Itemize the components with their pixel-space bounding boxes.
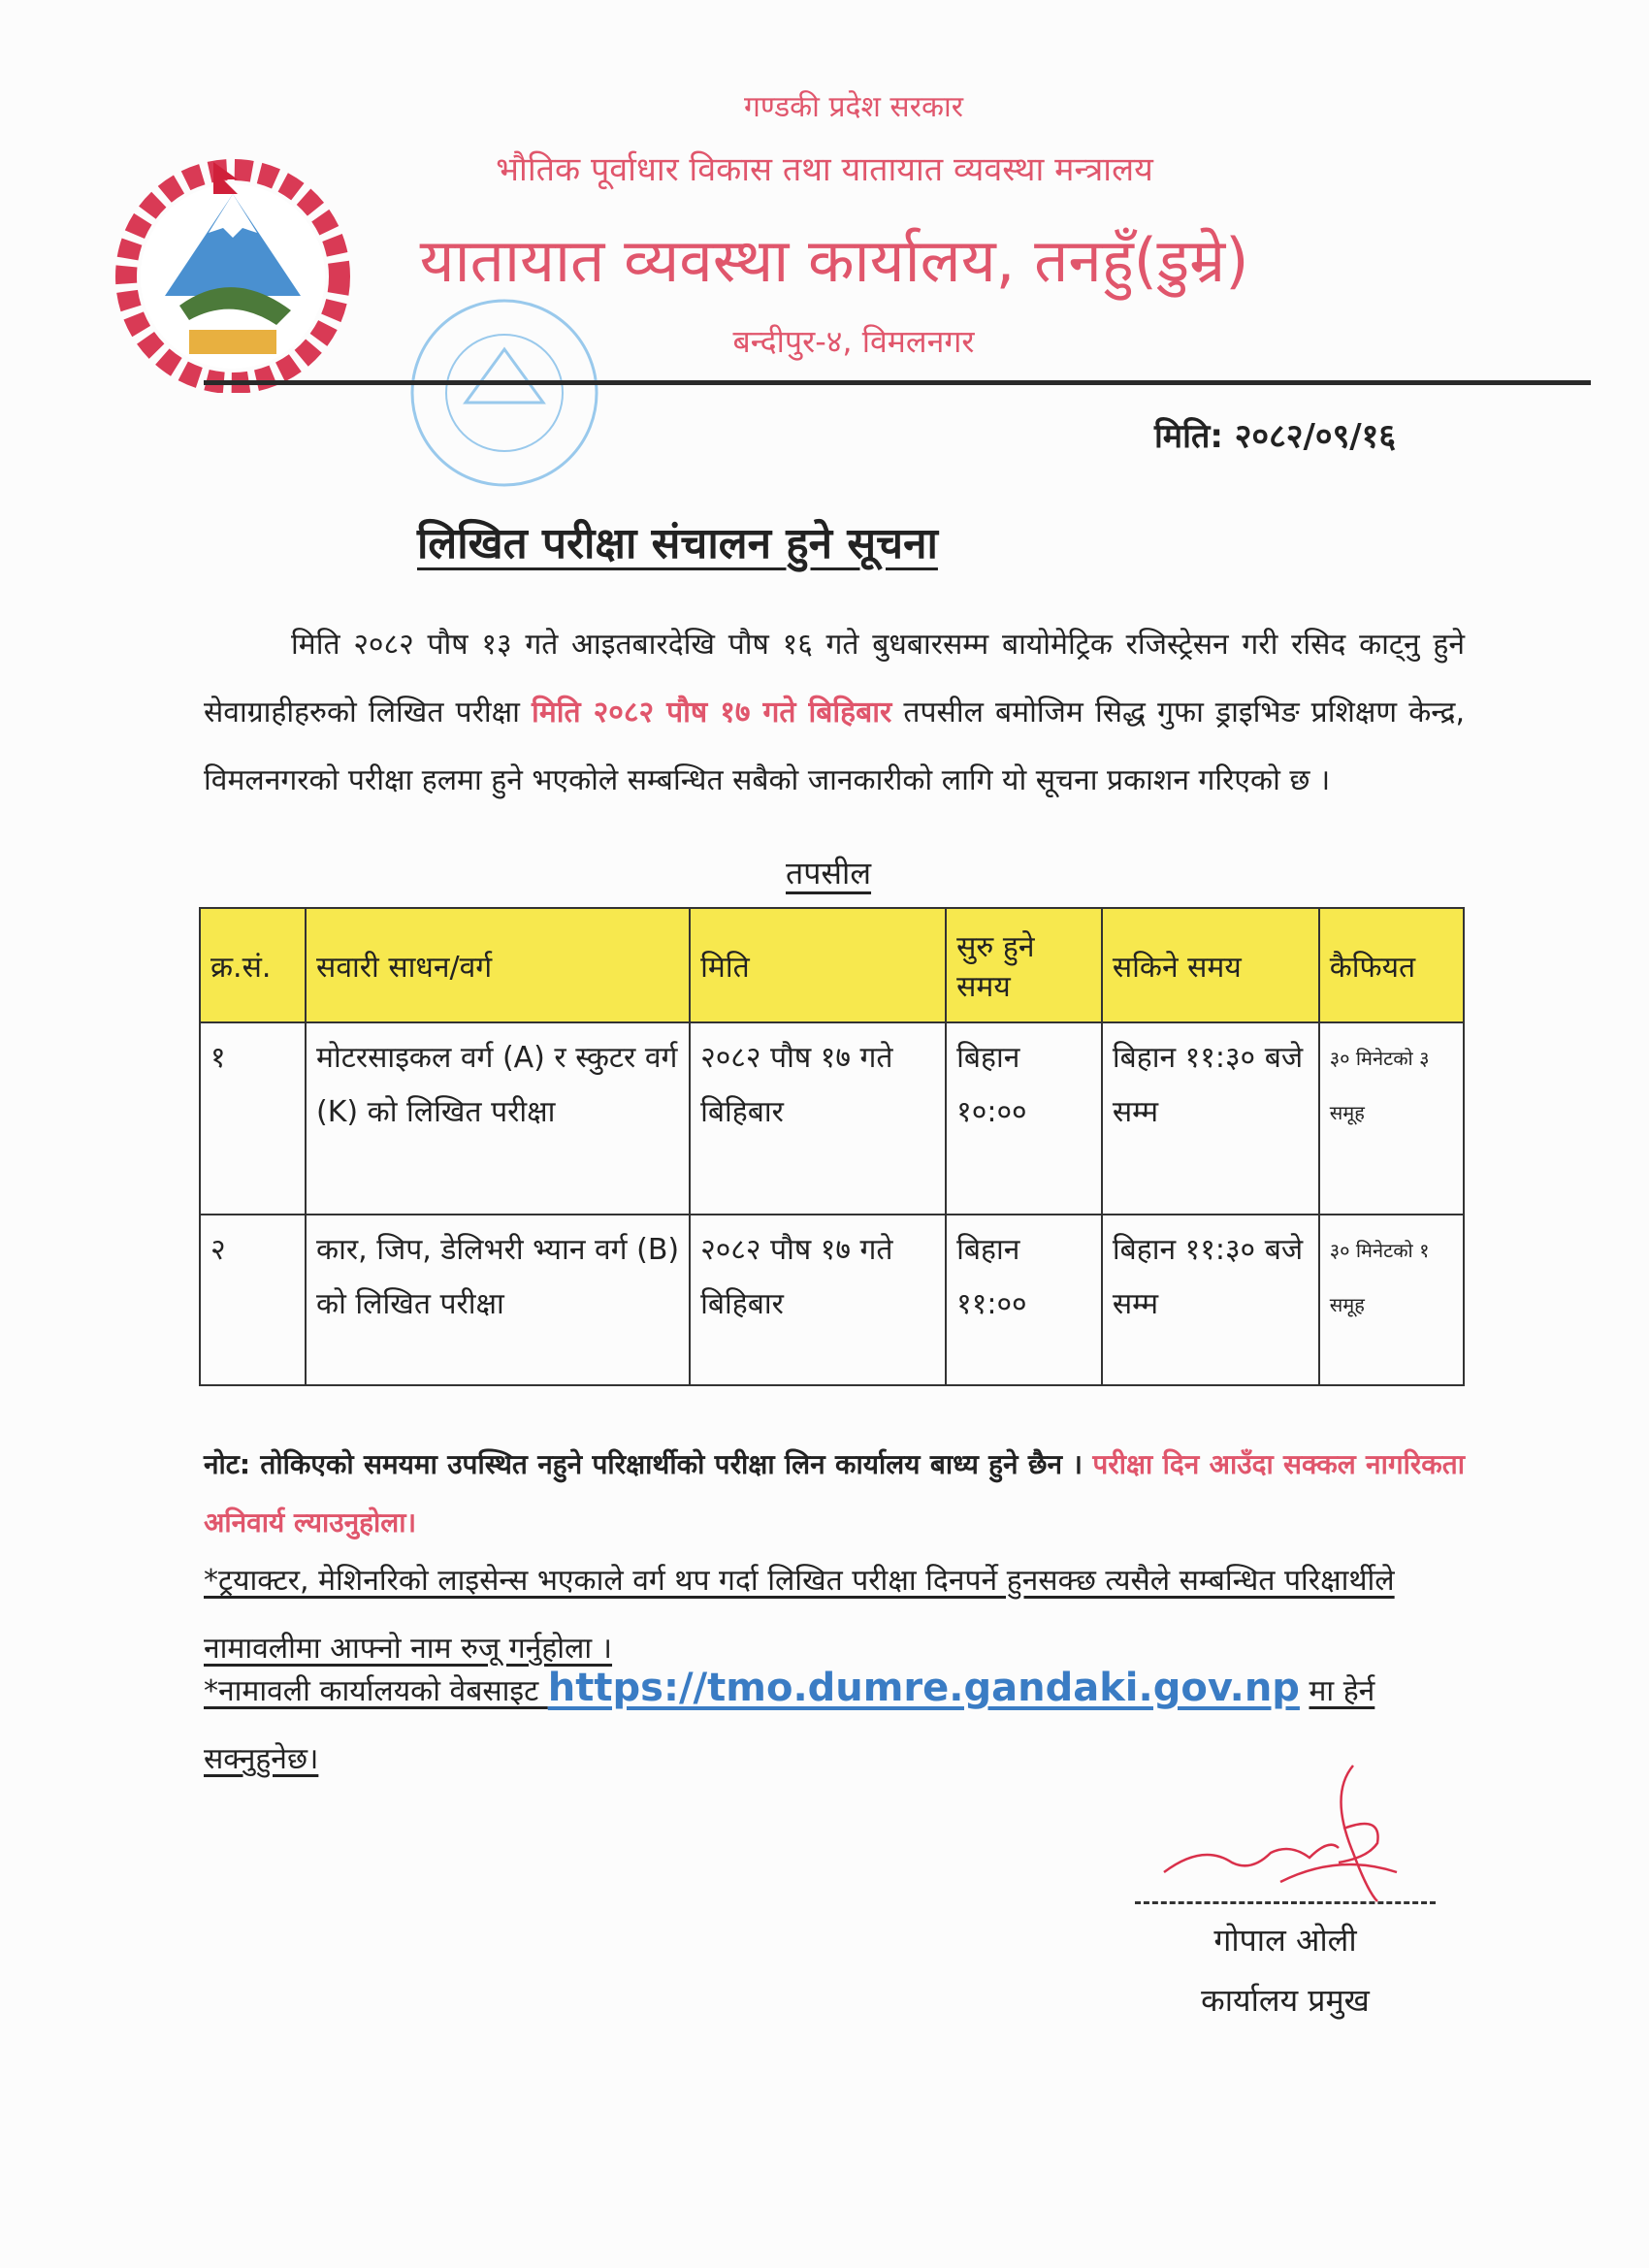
notice-title: लिखित परीक्षा संचालन हुने सूचना [417, 519, 938, 568]
cell-sn: २ [200, 1215, 306, 1385]
office-name: यातायात व्यवस्था कार्यालय, तनहुँ(डुम्रे) [419, 225, 1249, 296]
table-row [200, 1022, 1464, 1215]
cell-category: कार, जिप, डेलिभरी भ्यान वर्ग (B) को लिखित परीक्षा [306, 1215, 690, 1385]
exam-schedule-table [199, 907, 1465, 1386]
table-row [200, 1215, 1464, 1385]
nepal-emblem-icon [112, 150, 354, 393]
signature-line [1135, 1901, 1436, 1904]
office-seal-icon [403, 291, 606, 495]
government-name: गण्डकी प्रदेश सरकार [743, 90, 964, 124]
cell-remarks: ३० मिनेटको १ समूह [1319, 1215, 1464, 1385]
cell-date: २०८२ पौष १७ गते बिहिबार [690, 1215, 946, 1385]
cell-category: मोटरसाइकल वर्ग (A) र स्कुटर वर्ग (K) को लिखित परीक्षा [306, 1022, 690, 1215]
notice-paragraph [204, 611, 1465, 815]
note1-text: नोट: तोकिएको समयमा उपस्थित नहुने परिक्षार्थीको परीक्षा लिन कार्यालय बाध्य हुने छैन । [204, 1448, 1093, 1480]
table-header-row [200, 908, 1464, 1022]
col-header-category: सवारी साधन/वर्ग [306, 908, 690, 1022]
signatory-title: कार्यालय प्रमुख [1201, 1982, 1370, 2019]
note3-prefix: *नामावली कार्यालयको वेबसाइट [204, 1674, 548, 1708]
signature-icon [1145, 1736, 1436, 1911]
website-link[interactable]: https://tmo.dumre.gandaki.gov.np [547, 1666, 1300, 1710]
exam-date-highlight: मिति २०८२ पौष १७ गते बिहिबार [532, 696, 892, 729]
cell-sn: १ [200, 1022, 306, 1215]
paragraph-text-2: तपसील बमोजिम सिद्ध गुफा ड्राइभिङ प्रशिक्षण केन्द्र, विमलनगरको परीक्षा हलमा हुने भएकोले सम्बन्धित सबैको जानकारीको लागि यो सूचना प्रकाशन गरिएको छ । [204, 696, 1466, 797]
header-divider [204, 380, 1591, 385]
note-tractor-license: *ट्रयाक्टर, मेशिनरिको लाइसेन्स भएकाले वर्ग थप गर्दा लिखित परीक्षा दिनपर्ने हुनसक्छ त्यसैले सम्बन्धित परिक्षार्थीले नामावलीमा आफ्नो नाम रुजू गर्नुहोला । [204, 1564, 1395, 1666]
col-header-start: सुरु हुने समय [946, 908, 1102, 1022]
col-header-sn: क्र.सं. [200, 908, 306, 1022]
col-header-remarks: कैफियत [1319, 908, 1464, 1022]
cell-end: बिहान ११:३० बजे सम्म [1102, 1022, 1319, 1215]
ministry-name: भौतिक पूर्वाधार विकास तथा यातायात व्यवस्था मन्त्रालय [496, 150, 1153, 189]
cell-end: बिहान ११:३० बजे सम्म [1102, 1215, 1319, 1385]
schedule-heading: तपसील [786, 855, 872, 891]
cell-remarks: ३० मिनेटको ३ समूह [1319, 1022, 1464, 1215]
cell-date: २०८२ पौष १७ गते बिहिबार [690, 1022, 946, 1215]
col-header-date: मिति [690, 908, 946, 1022]
notice-date: मिति: २०८२/०९/१६ [1154, 417, 1397, 456]
signatory-name: गोपाल ओली [1213, 1922, 1357, 1959]
paragraph-text-1: मिति २०८२ पौष १३ गते आइतबारदेखि पौष १६ गते बुधबारसम्म बायोमेट्रिक रजिस्ट्रेसन गरी रसिद काट्नु हुने सेवाग्राहीहरुको लिखित परीक्षा [204, 628, 1465, 729]
note1-citizenship-warning: परीक्षा दिन आउँदा सक्कल नागरिकता अनिवार्य ल्याउनुहोला। [204, 1448, 1466, 1539]
note3-suffix: मा हेर्न सक्नुहुनेछ। [204, 1674, 1375, 1776]
col-header-end: सकिने समय [1102, 908, 1319, 1022]
office-address: बन्दीपुर-४, विमलनगर [732, 323, 975, 360]
cell-start: बिहान १०:०० [946, 1022, 1102, 1215]
cell-start: बिहान ११:०० [946, 1215, 1102, 1385]
note-attendance [204, 1436, 1465, 1552]
